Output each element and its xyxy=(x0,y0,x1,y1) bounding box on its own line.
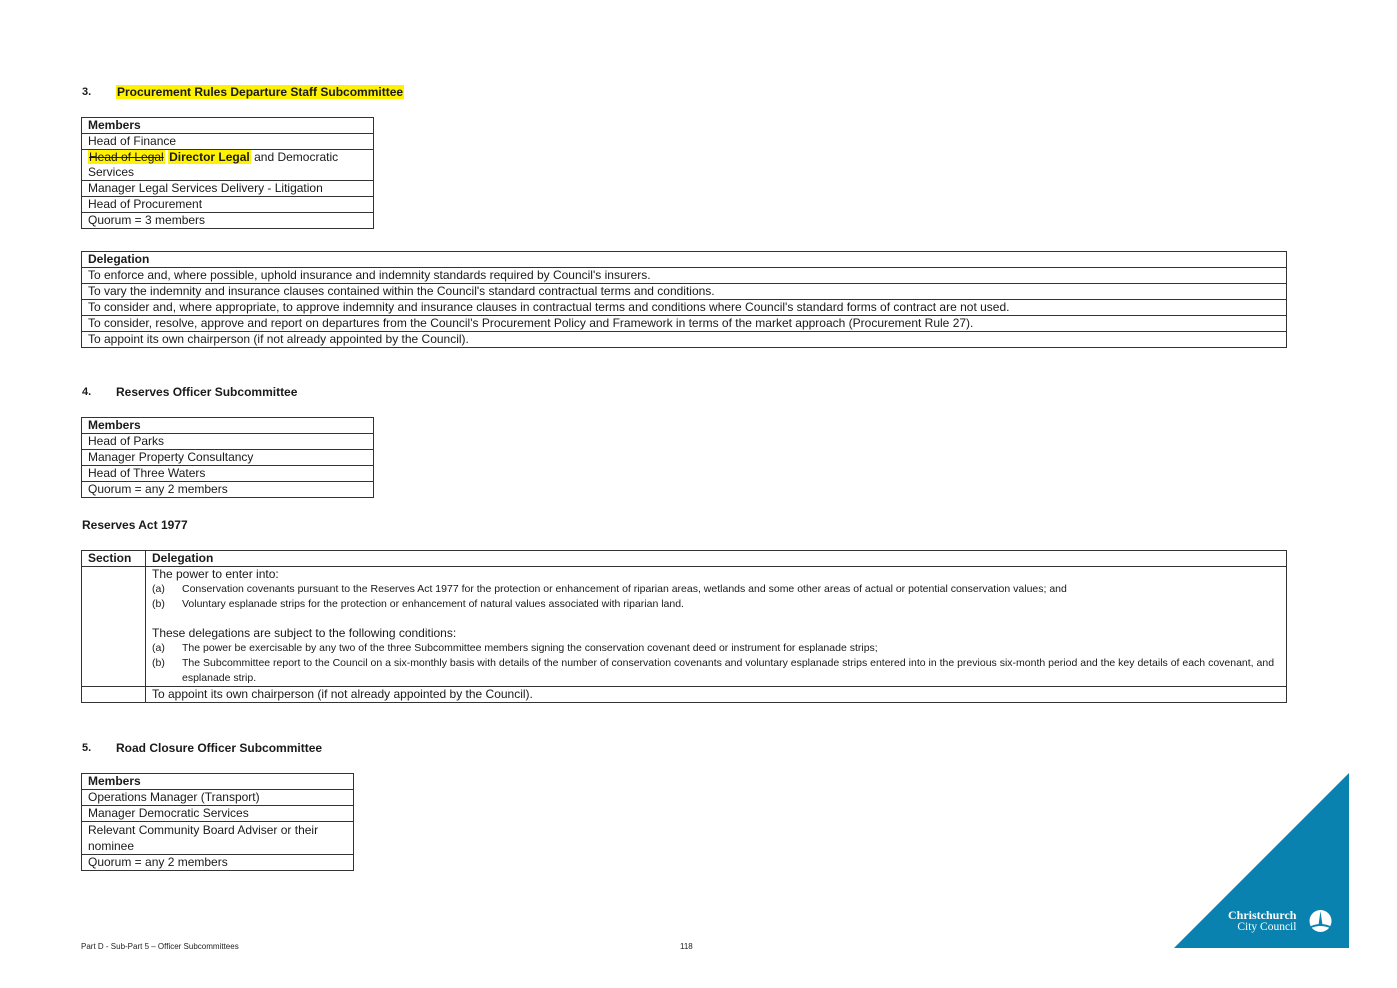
section-cell xyxy=(82,567,146,687)
reserves-delegation-table xyxy=(81,550,1287,703)
power-intro: The power to enter into: xyxy=(152,567,279,581)
power-item xyxy=(152,597,1280,612)
quorum-row: Quorum = any 2 members xyxy=(82,482,374,498)
section-col-header: Section xyxy=(82,551,146,567)
member-row: Head of Parks xyxy=(82,434,374,450)
delegation-row: To appoint its own chairperson (if not already appointed by the Council). xyxy=(82,332,1287,348)
item-label: (a) xyxy=(152,642,165,654)
member-row xyxy=(82,150,374,181)
member-row: Operations Manager (Transport) xyxy=(82,790,354,806)
member-row: Head of Three Waters xyxy=(82,466,374,482)
item-text: Voluntary esplanade strips for the protection or enhancement of natural values associated with riparian land. xyxy=(182,598,684,610)
delegation-row: To enforce and, where possible, uphold insurance and indemnity standards required by Council's insurers. xyxy=(82,268,1287,284)
members-table-4 xyxy=(81,417,374,498)
logo-line-2: City Council xyxy=(1237,921,1297,933)
delegation-col-header: Delegation xyxy=(146,551,1287,567)
section-number: 3. xyxy=(82,86,92,98)
page-number: 118 xyxy=(680,942,693,951)
delegation-table-3 xyxy=(81,251,1287,348)
inserted-text: Director Legal xyxy=(169,150,250,164)
delegation-cell xyxy=(146,567,1287,687)
logo-line-1: Christchurch xyxy=(1228,908,1297,922)
power-item xyxy=(152,582,1280,597)
section-3-heading xyxy=(82,85,404,99)
delegation-row: To vary the indemnity and insurance clauses contained within the Council's standard contractual terms and conditions. xyxy=(82,284,1287,300)
chair-cell: To appoint its own chairperson (if not already appointed by the Council). xyxy=(146,687,1287,703)
item-label: (b) xyxy=(152,657,165,669)
member-row: Manager Property Consultancy xyxy=(82,450,374,466)
conditions-intro: These delegations are subject to the following conditions: xyxy=(152,626,457,640)
delegation-row: To consider and, where appropriate, to approve indemnity and insurance clauses in contractual terms and conditions where Council's standard forms of contract are not used. xyxy=(82,300,1287,316)
member-text: and Democratic Services xyxy=(88,150,339,179)
member-row: Relevant Community Board Adviser or their nominee xyxy=(82,822,354,855)
member-row: Head of Procurement xyxy=(82,197,374,213)
member-row: Manager Democratic Services xyxy=(82,806,354,822)
section-title: Road Closure Officer Subcommittee xyxy=(116,741,323,755)
delegation-row: To consider, resolve, approve and report on departures from the Council's Procurement Policy and Framework in terms of the market approach (Procurement Rule 27). xyxy=(82,316,1287,332)
member-row: Head of Finance xyxy=(82,134,374,150)
members-header: Members xyxy=(82,774,354,790)
struck-text: Head of Legal xyxy=(89,150,164,164)
condition-item xyxy=(152,641,1280,656)
members-header: Members xyxy=(82,118,374,134)
member-row: Manager Legal Services Delivery - Litigation xyxy=(82,181,374,197)
act-title: Reserves Act 1977 xyxy=(82,518,188,532)
section-cell xyxy=(82,687,146,703)
quorum-row: Quorum = 3 members xyxy=(82,213,374,229)
section-4-heading xyxy=(82,385,297,399)
members-table-3 xyxy=(81,117,374,229)
council-logo-text xyxy=(1228,909,1296,933)
condition-item xyxy=(152,656,1280,686)
section-5-heading xyxy=(82,741,322,755)
footer-label: Part D - Sub-Part 5 – Officer Subcommittees xyxy=(81,942,239,951)
item-text: Conservation covenants pursuant to the Reserves Act 1977 for the protection or enhancement of riparian areas, wetlands and some other areas of actual or potential conservation values; and xyxy=(182,583,1067,595)
section-title: Procurement Rules Departure Staff Subcommittee xyxy=(117,85,404,99)
delegation-header: Delegation xyxy=(82,252,1287,268)
item-label: (b) xyxy=(152,598,165,610)
item-text: The power be exercisable by any two of the three Subcommittee members signing the conservation covenant deed or instrument for esplanade strips; xyxy=(182,642,878,654)
section-number: 5. xyxy=(82,742,92,754)
cathedral-icon xyxy=(1308,909,1333,933)
quorum-row: Quorum = any 2 members xyxy=(82,855,354,871)
item-text: The Subcommittee report to the Council on a six-monthly basis with details of the number of conservation covenants and voluntary esplanade strips entered into in the previous six-month period and the key details of each covenant, and esplanade strip. xyxy=(182,657,1275,684)
section-number: 4. xyxy=(82,386,92,398)
item-label: (a) xyxy=(152,583,165,595)
section-title: Reserves Officer Subcommittee xyxy=(116,385,298,399)
members-header: Members xyxy=(82,418,374,434)
members-table-5 xyxy=(81,773,354,871)
